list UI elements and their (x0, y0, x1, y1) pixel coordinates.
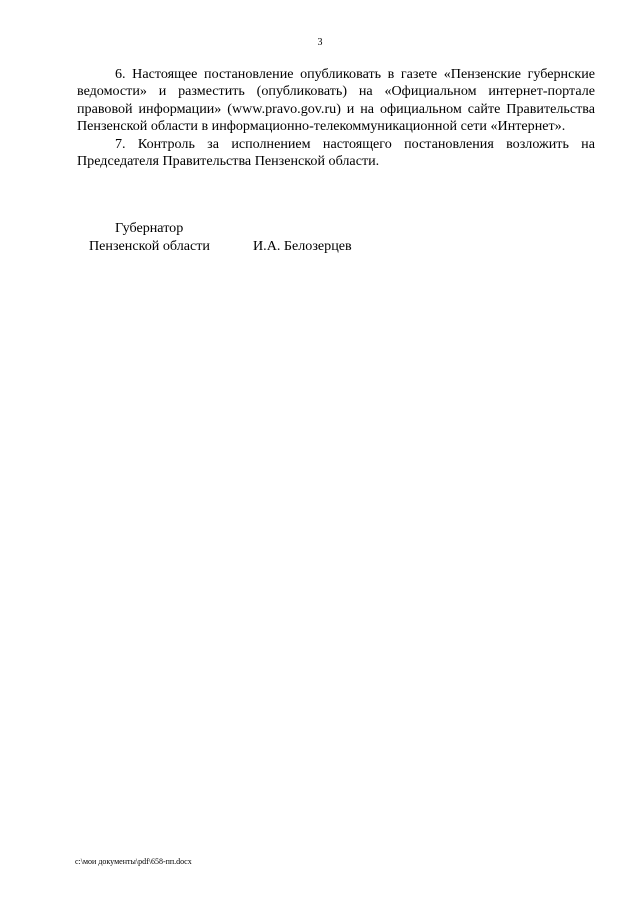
signatory-title-line2: Пензенской области (89, 238, 210, 254)
document-body (77, 66, 595, 170)
footer-file-path: c:\мои документы\pdf\658-пп.docx (75, 857, 192, 866)
signatory-name: И.А. Белозерцев (253, 238, 352, 254)
paragraph-6: 6. Настоящее постановление опубликовать в газете «Пензенские губернские ведомости» и разместить (опубликовать) на «Официальном интернет-портале правовой информации» (www.pravo.gov.ru) и на официальном сайте Правительства Пензенской области в информационно-телекоммуникационной сети «Интернет». (77, 66, 595, 135)
paragraph-7: 7. Контроль за исполнением настоящего постановления возложить на Председателя Правительства Пензенской области. (77, 135, 595, 170)
page-number: 3 (317, 37, 323, 48)
signatory-title-line1: Губернатор (115, 220, 184, 236)
